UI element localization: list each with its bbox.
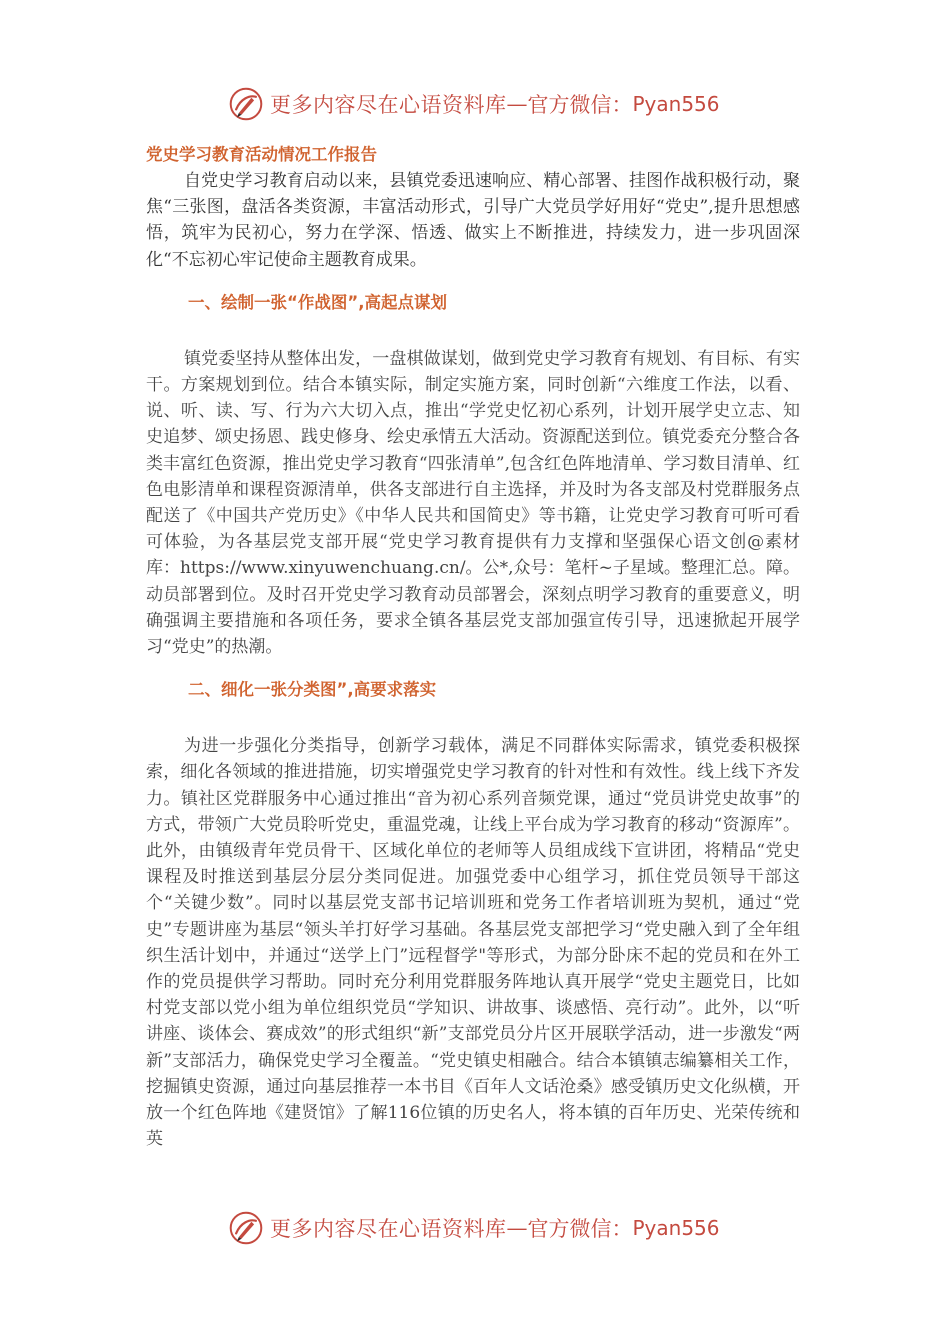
banner-text: 更多内容尽在心语资料库 <box>270 93 507 117</box>
pen-swirl-logo-icon <box>228 86 264 122</box>
document-title: 党史学习教育活动情况工作报告 <box>146 145 377 164</box>
header-banner <box>228 84 748 124</box>
section2-paragraph: 为进一步强化分类指导，创新学习载体，满足不同群体实际需求，镇党委积极探索，细化各领域的推进措施，切实增强党史学习教育的针对性和有效性。线上线下齐发力。镇社区党群服务中心通过推出“音为初心系列音频党课，通过“党员讲党史故事”的方式，带领广大党员聆听党史，重温党魂，让线上平台成为学习教育的移动“资源库”。此外，由镇级青年党员骨干、区域化单位的老师等人员组成线下宣讲团，将精品“党史课程及时推送到基层分层分类同促进。加强党委中心组学习，抓住党员领导干部这个“关键少数”。同时以基层党支部书记培训班和党务工作者培训班为契机，通过“党史”专题讲座为基层“领头羊打好学习基础。各基层党支部把学习“党史融入到了全年组织生活计划中，并通过“送学上门”远程督学"等形式，为部分卧床不起的党员和在外工作的党员提供学习帮助。同时充分利用党群服务阵地认真开展学“党史主题党日，比如村党支部以党小组为单位组织党员“学知识、讲故事、谈感悟、亮行动”。此外，以“听讲座、谈体会、赛成效”的形式组织“新”支部党员分片区开展联学活动，进一步激发“两新”支部活力，确保党史学习全覆盖。“党史镇史相融合。结合本镇镇志编纂相关工作，挖掘镇史资源，通过向基层推荐一本书目《百年人文话沧桑》感受镇历史文化纵横，开放一个红色阵地《建贤馆》了解116位镇的历史名人，将本镇的百年历史、光荣传统和英 <box>146 736 800 1150</box>
section2-heading: 二、细化一张分类图”,高要求落实 <box>188 680 437 700</box>
pen-swirl-logo-icon <box>228 1210 264 1246</box>
section1-heading: 一、绘制一张“作战图”,高起点谋划 <box>188 292 447 312</box>
banner-wechat-id: Pyan556 <box>632 1216 720 1240</box>
banner-separator: — <box>506 1216 528 1240</box>
banner-wechat-label: 官方微信： <box>527 1217 633 1241</box>
document-body <box>146 142 800 1153</box>
banner-text: 更多内容尽在心语资料库 <box>270 1217 507 1241</box>
footer-banner <box>228 1208 748 1248</box>
banner-wechat-id: Pyan556 <box>632 92 720 116</box>
intro-paragraph: 自党史学习教育启动以来，县镇党委迅速响应、精心部署、挂图作战积极行动，聚焦“三张图，盘活各类资源，丰富活动形式，引导广大党员学好用好“党史”,提升思想感悟，筑牢为民初心，努力在学深、悟透、做实上不断推进，持续发力，进一步巩固深化“不忘初心牢记使命主题教育成果。 <box>146 171 800 270</box>
banner-separator: — <box>506 92 528 116</box>
banner-wechat-label: 官方微信： <box>527 93 633 117</box>
section1-paragraph: 镇党委坚持从整体出发，一盘棋做谋划，做到党史学习教育有规划、有目标、有实干。方案规划到位。结合本镇实际，制定实施方案，同时创新“六维度工作法，以看、说、听、读、写、行为六大切入点，推出“学党史忆初心系列，计划开展学史立志、知史追梦、颂史扬恩、践史修身、绘史承情五大活动。资源配送到位。镇党委充分整合各类丰富红色资源，推出党史学习教育“四张清单”,包含红色阵地清单、学习数目清单、红色电影清单和课程资源清单，供各支部进行自主选择，并及时为各支部及村党群服务点配送了《中国共产党历史》《中华人民共和国简史》等书籍，让党史学习教育可听可看可体验，为各基层党支部开展“党史学习教育提供有力支撑和坚强保心语文创@素材库：https://www.xinyuwenchuang.cn/。公*,众号：笔杆~子星域。整理汇总。障。动员部署到位。及时召开党史学习教育动员部署会，深刻点明学习教育的重要意义，明确强调主要措施和各项任务，要求全镇各基层党支部加强宣传引导，迅速掀起开展学习“党史”的热潮。 <box>146 348 800 658</box>
